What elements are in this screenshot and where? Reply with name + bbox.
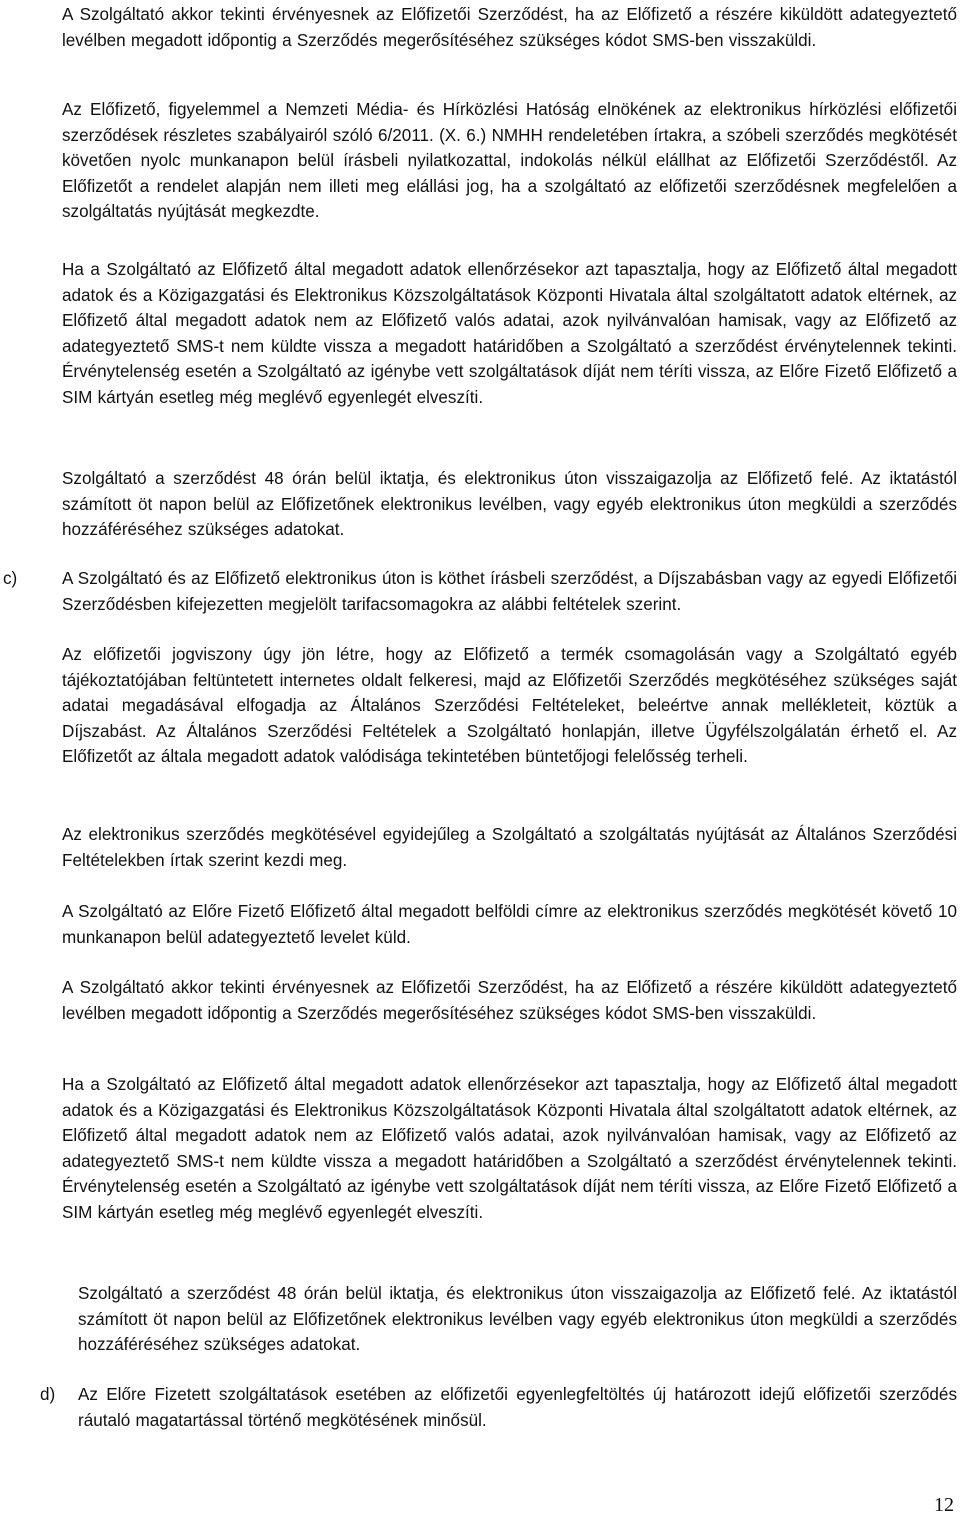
paragraph-registration-2: Szolgáltató a szerződést 48 órán belül iktatja, és elektronikus úton visszaigazolja az Előfizető felé. Az iktatástól számított öt napon belül az Előfizetőnek elektronikus levélben vagy egyéb elektronikus úton megküldi a szerződés hozzáféréséhez szükséges adatokat. <box>78 1284 957 1355</box>
paragraph-withdrawal-right: Az Előfizető, figyelemmel a Nemzeti Média- és Hírközlési Hatóság elnökének az elektronikus hírközlési előfizetői szerződések részletes szabályairól szóló 6/2011. (X. 6.) NMHH rendeletében írtakra, a szóbeli szerződés megkötését követően nyolc munkanapon belül írásbeli nyilatkozattal, indokolás nélkül elállhat az Előfizetői Szerződéstől. Az Előfizetőt a rendelet alapján nem illeti meg elállási jog, ha a szolgáltató az előfizetői szerződésnek megfelelően a szolgáltatás nyújtását megkezdte. <box>62 100 957 222</box>
paragraph-electronic-contract: Az elektronikus szerződés megkötésével egyidejűleg a Szolgáltató a szolgáltatás nyújtását az Általános Szerződési Feltételekben írtak szerint kezdi meg. <box>62 825 957 870</box>
list-marker-d: d) <box>40 1385 56 1404</box>
paragraph-subscription-creation: Az előfizetői jogviszony úgy jön létre, hogy az Előfizető a termék csomagolásán vagy a Szolgáltató egyéb tájékoztatójában feltüntetett internetes oldalt felkeresi, majd az Előfizetői Szerződés megkötéséhez szükséges saját adatai megadásával elfogadja az Általános Szerződési Feltételeket, beleértve annak mellékleteit, köztük a Díjszabást. Az Általános Szerződési Feltételek a Szolgáltató honlapján, illetve Ügyfélszolgálatán érhető el. Az Előfizetőt az általa megadott adatok valódisága tekintetében büntetőjogi felelősség terheli. <box>62 645 957 767</box>
paragraph-registration: Szolgáltató a szerződést 48 órán belül iktatja, és elektronikus úton visszaigazolja az Előfizető felé. Az iktatástól számított öt napon belül az Előfizetőnek elektronikus levélben, vagy egyéb elektronikus úton megküldi a szerződés hozzáféréséhez szükséges adatokat. <box>62 469 957 540</box>
list-item-c-text: A Szolgáltató és az Előfizető elektronikus úton is köthet írásbeli szerződést, a Díjszabásban vagy az egyedi Előfizetői Szerződésben kifejezetten megjelölt tarifacsomagokra az alábbi feltételek szerint. <box>62 569 957 614</box>
list-marker-c: c) <box>3 569 18 588</box>
paragraph-data-verification: Ha a Szolgáltató az Előfizető által megadott adatok ellenőrzésekor azt tapasztalja, hogy az Előfizető által megadott adatok és a Közigazgatási és Elektronikus Közszolgáltatások Központi Hivatala által szolgáltatott adatok eltérnek, az Előfizető által megadott adatok nem az Előfizető valós adatai, azok nyilvánvalóan hamisak, vagy az Előfizető az adategyeztető SMS-t nem küldte vissza a megadott határidőben a Szolgáltató a szerződést érvénytelennek tekinti. Érvénytelenség esetén a Szolgáltató az igénybe vett szolgáltatások díját nem téríti vissza, az Előre Fizető Előfizető a SIM kártyán esetleg még meglévő egyenlegét elveszíti. <box>62 260 957 407</box>
paragraph-validity-condition-2: A Szolgáltató akkor tekinti érvényesnek az Előfizetői Szerződést, ha az Előfizető a részére kiküldött adategyeztető levélben megadott időpontig a Szerződés megerősítéséhez szükséges kódot SMS-ben visszaküldi. <box>62 978 957 1023</box>
list-item-d-text: Az Előre Fizetett szolgáltatások esetében az előfizetői egyenlegfeltöltés új határozott idejű előfizetői szerződés ráutaló magatartással történő megkötésének minősül. <box>78 1385 957 1430</box>
paragraph-validity-condition: A Szolgáltató akkor tekinti érvényesnek az Előfizetői Szerződést, ha az Előfizető a részére kiküldött adategyeztető levélben megadott időpontig a Szerződés megerősítéséhez szükséges kódot SMS-ben visszaküldi. <box>62 5 957 50</box>
paragraph-data-verification-2: Ha a Szolgáltató az Előfizető által megadott adatok ellenőrzésekor azt tapasztalja, hogy az Előfizető által megadott adatok és a Közigazgatási és Elektronikus Közszolgáltatások Központi Hivatala által szolgáltatott adatok eltérnek, az Előfizető által megadott adatok nem az Előfizető valós adatai, azok nyilvánvalóan hamisak, vagy az Előfizető az adategyeztető SMS-t nem küldte vissza a megadott határidőben a Szolgáltató a szerződést érvénytelennek tekinti. Érvénytelenség esetén a Szolgáltató az igénybe vett szolgáltatások díját nem téríti vissza, az Előre Fizető Előfizető a SIM kártyán esetleg még meglévő egyenlegét elveszíti. <box>62 1075 957 1222</box>
paragraph-verification-letter: A Szolgáltató az Előre Fizető Előfizető által megadott belföldi címre az elektronikus szerződés megkötését követő 10 munkanapon belül adategyeztető levelet küld. <box>62 902 957 947</box>
page-number: 12 <box>934 1494 954 1516</box>
